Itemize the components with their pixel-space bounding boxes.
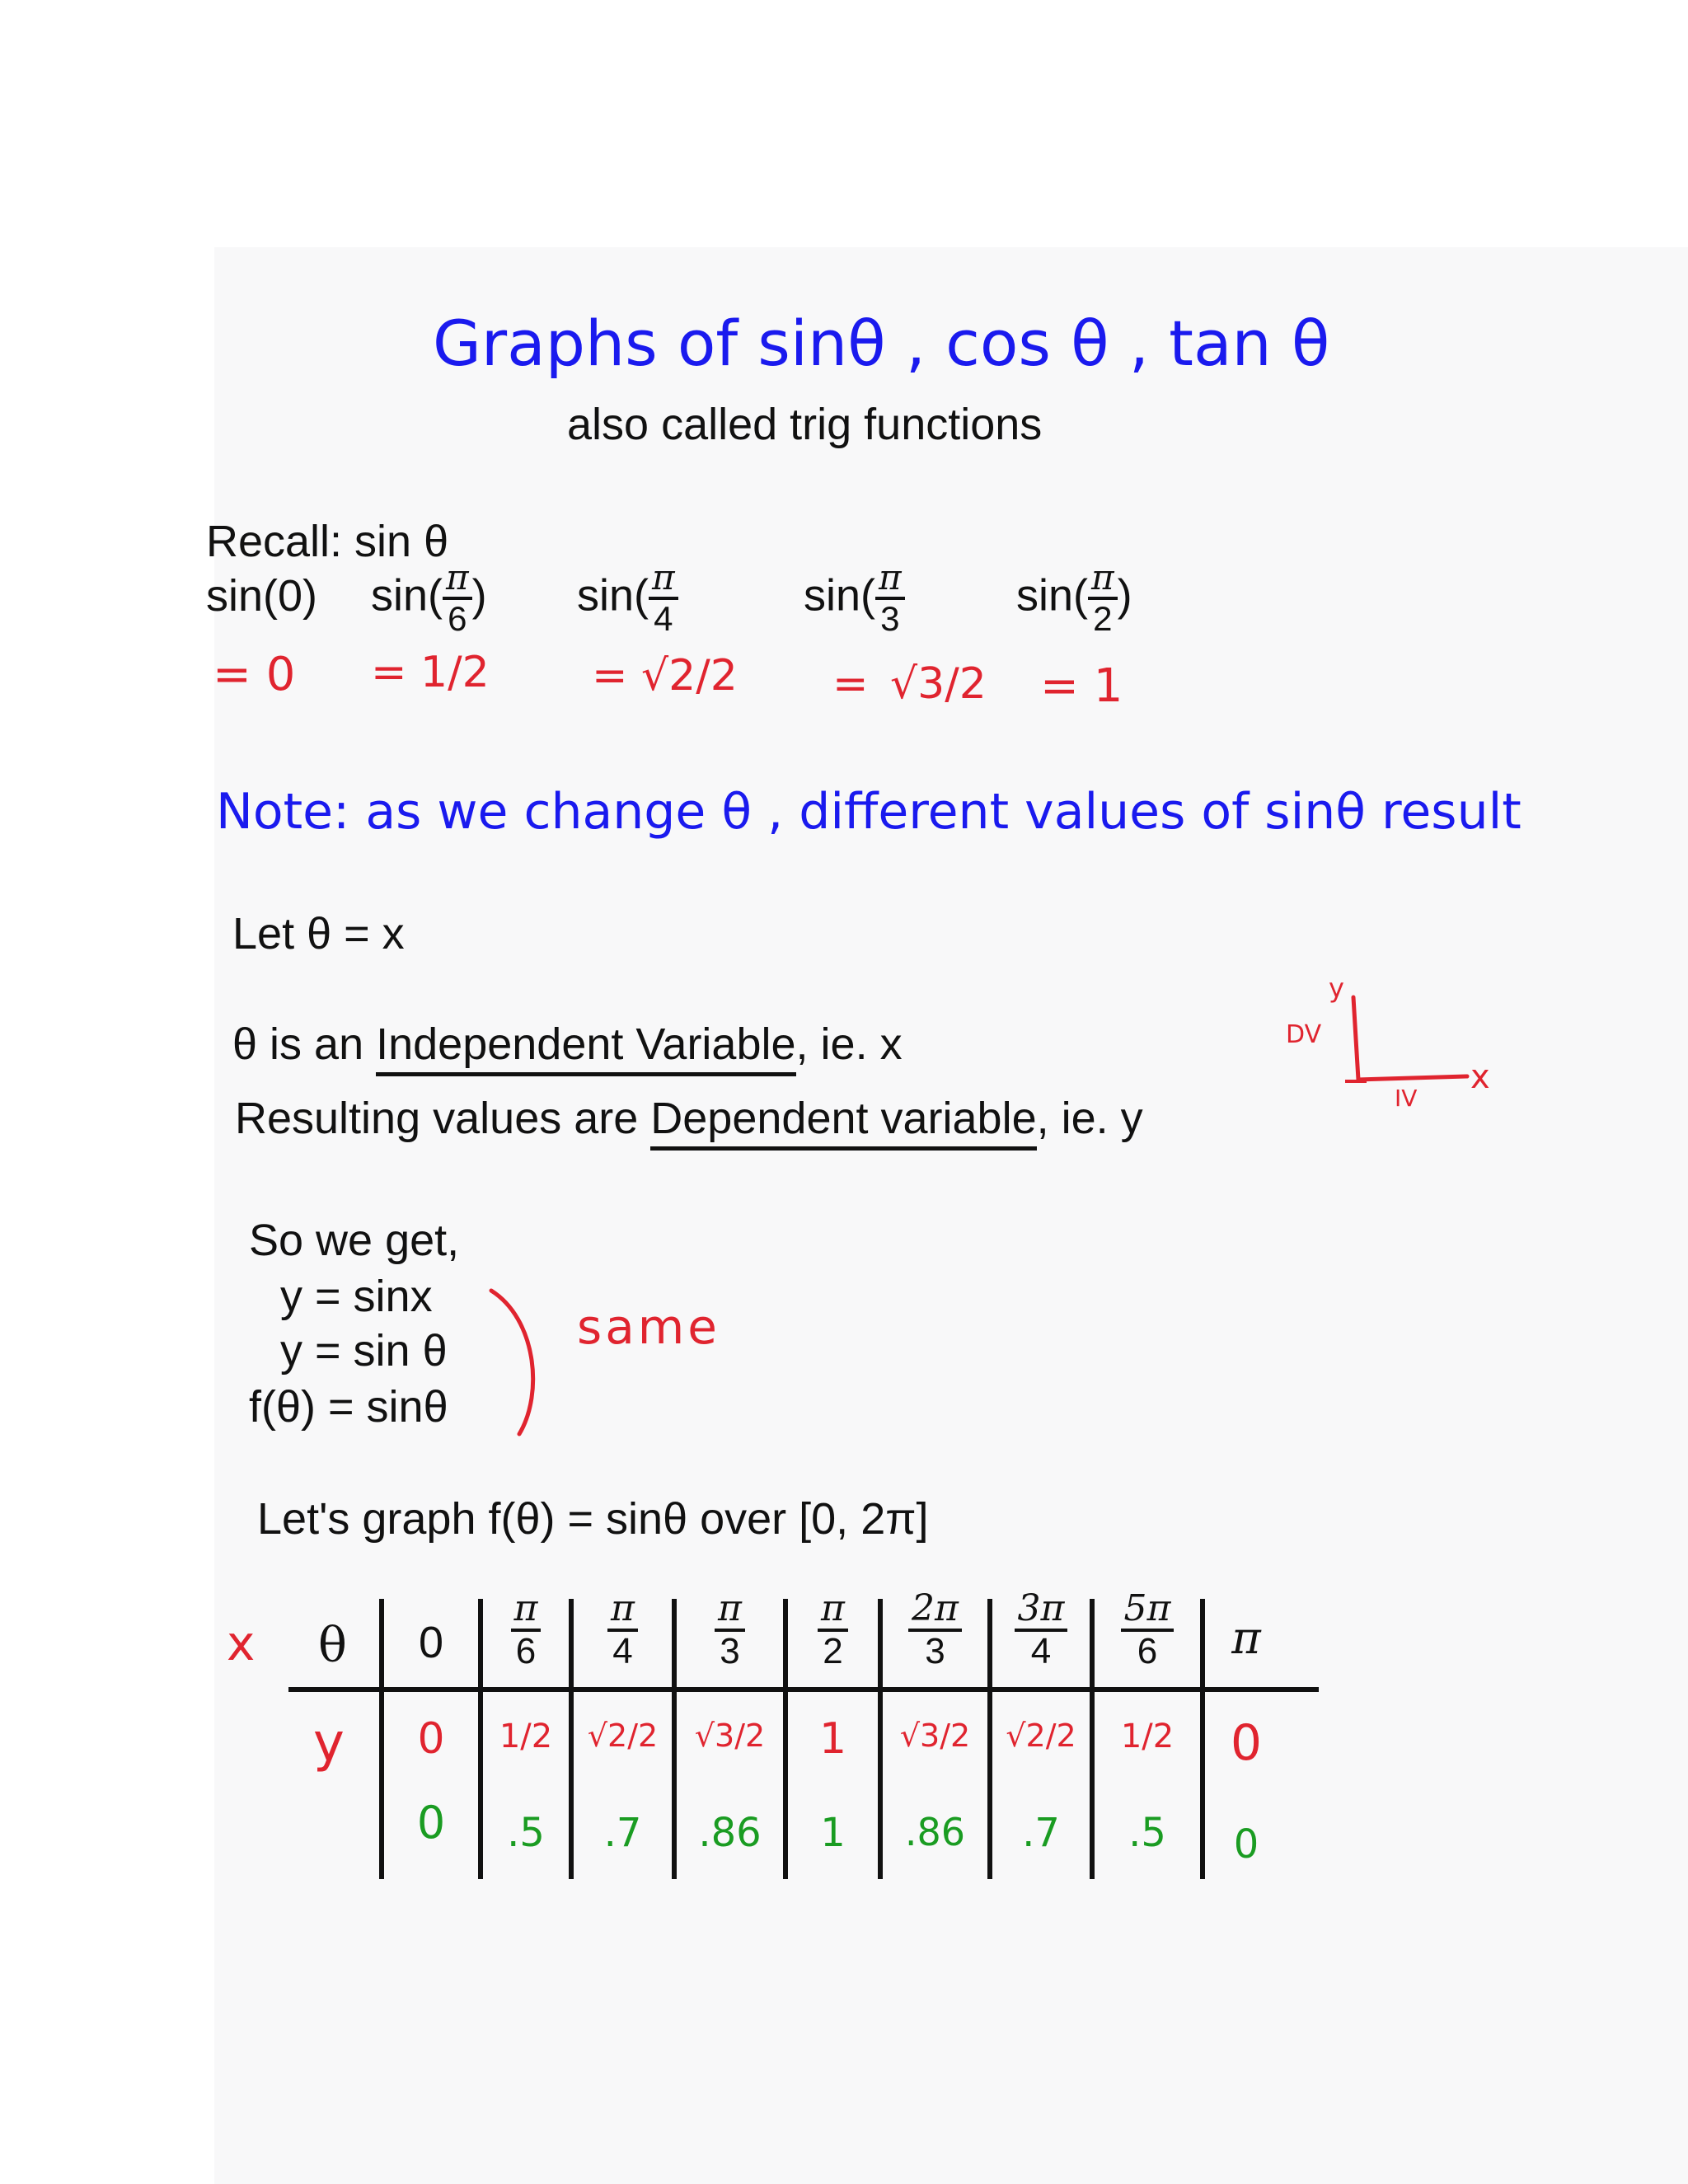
recall-frac-4 xyxy=(1088,557,1118,638)
table-theta-den: 2 xyxy=(823,1631,843,1671)
recall-expr-4-prefix: sin( xyxy=(1016,570,1089,621)
recall-frac-3-den: 3 xyxy=(880,599,900,638)
note-text: Note: as we change θ , different values of sinθ result xyxy=(216,783,1522,841)
independent-suffix: , ie. x xyxy=(795,1019,903,1069)
recall-frac-3 xyxy=(875,557,905,638)
axes-y-label: y xyxy=(1329,972,1344,1004)
table-theta-num: π xyxy=(715,1591,745,1632)
independent-line xyxy=(232,1019,903,1070)
dependent-line xyxy=(235,1093,1143,1144)
table-decimal-value: 0 xyxy=(416,1797,446,1849)
recall-frac-4-num: π xyxy=(1088,560,1118,600)
table-exact-value: 1 xyxy=(818,1714,847,1764)
recall-value-1-eq: = xyxy=(371,648,407,697)
recall-value-4: = 1 xyxy=(1040,659,1123,713)
so-we-get-line-3: f(θ) = sinθ xyxy=(249,1382,448,1432)
table-theta-cell xyxy=(883,1587,987,1671)
recall-frac-1-num: π xyxy=(443,560,472,600)
table-decimal-value: .86 xyxy=(698,1810,762,1856)
table-decimal-value: .5 xyxy=(1128,1810,1166,1856)
dependent-term: Dependent variable xyxy=(650,1094,1036,1151)
recall-value-0: = 0 xyxy=(213,648,296,701)
recall-expr-3 xyxy=(804,557,905,638)
so-we-get-line-2: y = sin θ xyxy=(280,1326,448,1376)
table-decimal-value: 1 xyxy=(820,1810,846,1856)
page-subtitle: also called trig functions xyxy=(567,400,1043,449)
table-theta-num: 2π xyxy=(908,1591,962,1632)
table-exact-value: √2/2 xyxy=(1006,1718,1076,1754)
table-theta-cell xyxy=(992,1587,1090,1671)
table-theta-den: 4 xyxy=(1030,1631,1052,1671)
recall-value-1: 1/2 xyxy=(420,648,490,697)
same-annotation: same xyxy=(577,1299,720,1355)
table-theta-num: 3π xyxy=(1015,1591,1068,1632)
axes-iv-label: IV xyxy=(1395,1085,1418,1112)
table-exact-value: √3/2 xyxy=(694,1718,766,1754)
recall-frac-1 xyxy=(443,557,472,638)
table-decimal-value: .5 xyxy=(507,1810,545,1856)
table-theta-num: 5π xyxy=(1121,1591,1175,1632)
so-we-get-heading: So we get, xyxy=(249,1216,460,1265)
independent-prefix: θ is an xyxy=(232,1019,377,1069)
table-exact-value: 0 xyxy=(1230,1714,1263,1772)
table-header-rule xyxy=(288,1687,1319,1692)
table-exact-value: 1/2 xyxy=(1120,1718,1175,1755)
recall-expr-1 xyxy=(371,557,487,638)
same-bracket xyxy=(486,1286,552,1442)
recall-expr-1-suffix: ) xyxy=(471,570,487,621)
table-exact-value: 1/2 xyxy=(499,1718,553,1755)
dependent-suffix: , ie. y xyxy=(1036,1094,1143,1143)
recall-expr-4 xyxy=(1016,557,1132,638)
recall-expr-4-suffix: ) xyxy=(1117,570,1132,621)
table-theta-den: 3 xyxy=(925,1631,945,1671)
so-we-get-line-1: y = sinx xyxy=(280,1272,433,1321)
table-theta-den: 6 xyxy=(1137,1631,1158,1671)
recall-frac-2 xyxy=(649,557,678,638)
table-exact-value: √2/2 xyxy=(587,1718,659,1754)
recall-value-2-eq: = xyxy=(592,651,628,701)
table-theta-num: π xyxy=(511,1591,542,1632)
recall-value-2: √2/2 xyxy=(641,651,738,701)
recall-expr-2 xyxy=(577,557,678,638)
table-theta-cell: π xyxy=(1231,1612,1261,1664)
recall-frac-2-den: 4 xyxy=(654,599,673,638)
recall-expr-0: sin(0) xyxy=(206,571,318,621)
page-title: Graphs of sinθ , cos θ , tan θ xyxy=(433,307,1330,380)
recall-value-3-eq: = xyxy=(832,659,869,709)
axes-dv-label: DV xyxy=(1286,1020,1322,1049)
table-decimal-value: .7 xyxy=(603,1810,642,1856)
recall-value-3: √3/2 xyxy=(890,659,987,709)
recall-frac-2-num: π xyxy=(649,560,678,600)
table-theta-den: 6 xyxy=(515,1631,537,1671)
table-theta-den: 4 xyxy=(612,1631,633,1671)
table-theta-label: θ xyxy=(318,1617,347,1673)
table-theta-cell xyxy=(1095,1587,1200,1671)
table-theta-cell: 0 xyxy=(418,1618,444,1667)
graph-instruction: Let's graph f(θ) = sinθ over [0, 2π] xyxy=(257,1494,929,1544)
recall-expr-1-prefix: sin( xyxy=(371,570,443,621)
table-x-marker: x xyxy=(227,1615,256,1671)
table-exact-value: √3/2 xyxy=(899,1718,971,1754)
recall-expr-2-prefix: sin( xyxy=(577,570,649,621)
table-decimal-value: .86 xyxy=(904,1810,966,1854)
let-theta: Let θ = x xyxy=(232,909,405,958)
table-y-label: y xyxy=(313,1713,345,1774)
table-exact-value: 0 xyxy=(417,1714,445,1764)
table-theta-cell xyxy=(483,1587,569,1671)
table-theta-cell xyxy=(677,1587,783,1671)
recall-expr-3-prefix: sin( xyxy=(804,570,876,621)
table-theta-cell xyxy=(574,1587,672,1671)
table-theta-den: 3 xyxy=(720,1631,740,1671)
table-decimal-value: .7 xyxy=(1022,1810,1060,1856)
table-theta-cell xyxy=(788,1587,878,1671)
recall-frac-1-den: 6 xyxy=(448,599,467,638)
independent-term: Independent Variable xyxy=(376,1019,795,1076)
table-theta-num: π xyxy=(818,1591,848,1632)
recall-frac-4-den: 2 xyxy=(1093,599,1113,638)
dependent-prefix: Resulting values are xyxy=(235,1094,651,1143)
recall-frac-3-num: π xyxy=(875,560,905,600)
axes-x-label: x xyxy=(1470,1058,1490,1096)
recall-label: Recall: sin θ xyxy=(206,517,449,566)
table-decimal-value: 0 xyxy=(1233,1821,1259,1868)
table-theta-num: π xyxy=(607,1591,638,1632)
